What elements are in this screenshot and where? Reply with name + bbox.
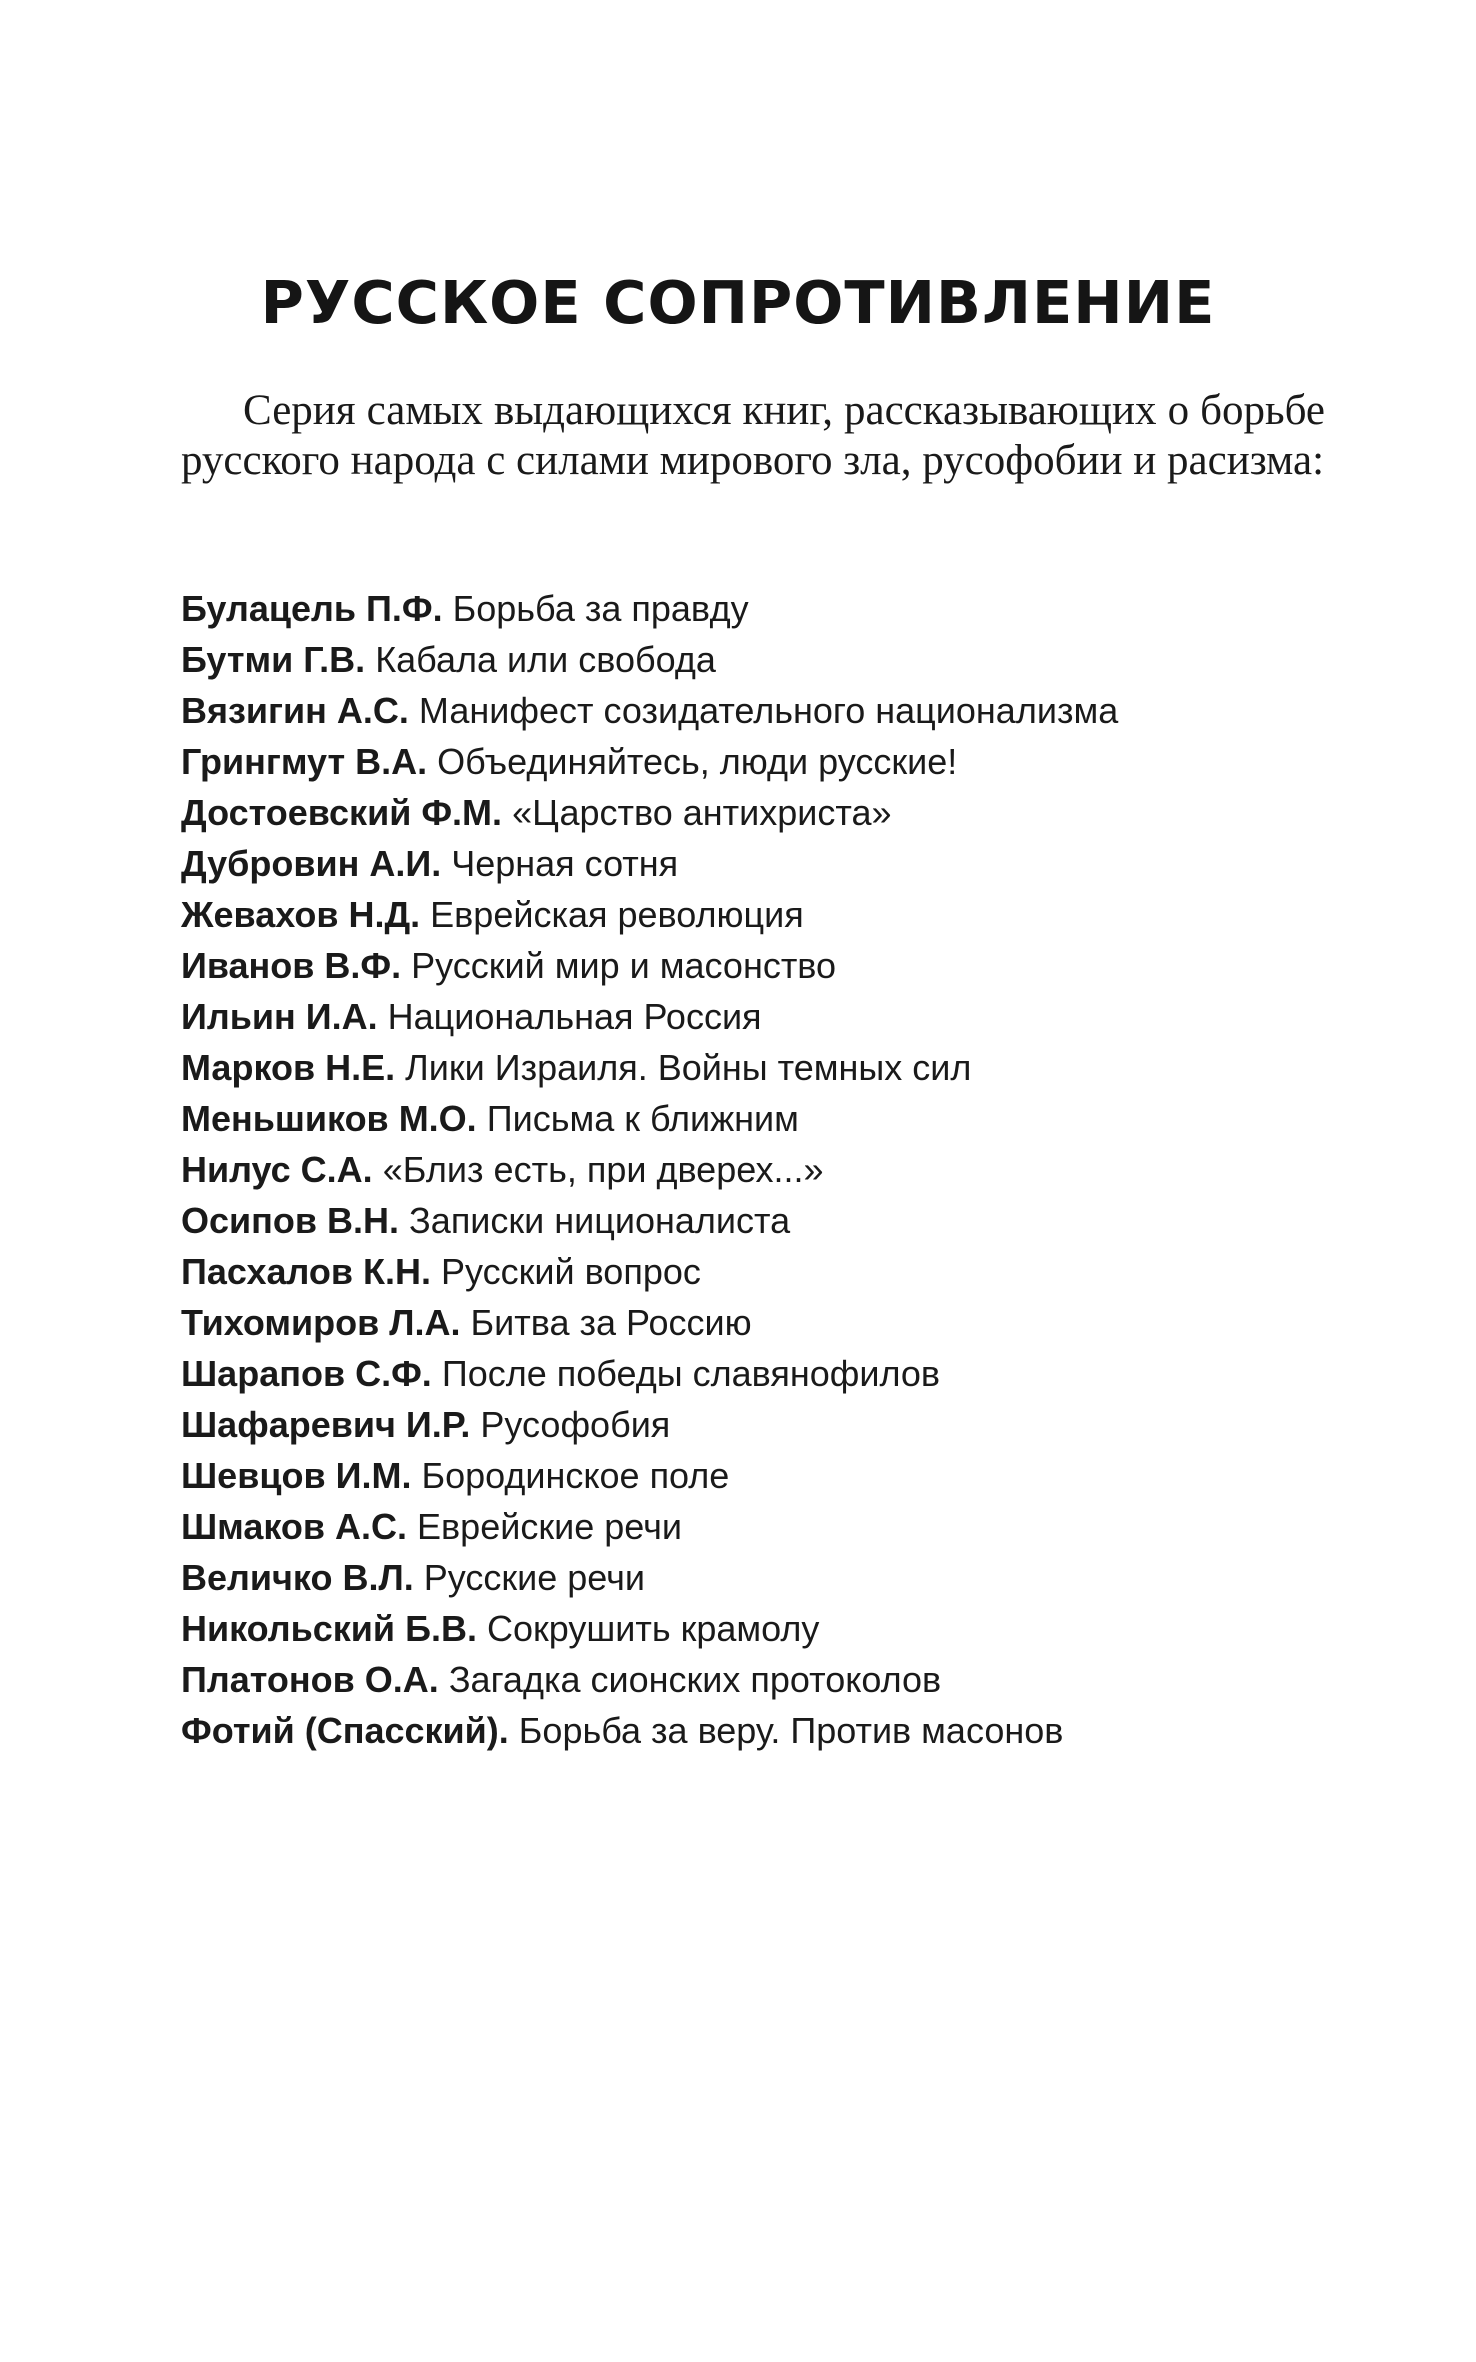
book-author: Грингмут В.А. bbox=[181, 741, 428, 782]
book-title: После победы славянофилов bbox=[441, 1353, 941, 1394]
book-title: Лики Израиля. Войны темных сил bbox=[405, 1047, 972, 1088]
list-item bbox=[181, 838, 1381, 889]
book-author: Шафаревич И.Р. bbox=[181, 1404, 471, 1445]
book-list bbox=[181, 583, 1381, 1756]
list-item bbox=[181, 1144, 1381, 1195]
book-author: Ильин И.А. bbox=[181, 996, 378, 1037]
book-author: Достоевский Ф.М. bbox=[181, 792, 503, 833]
book-title: Письма к ближним bbox=[486, 1098, 799, 1139]
list-item bbox=[181, 1348, 1381, 1399]
series-description: Серия самых выдающихся книг, рассказывающих о борьбе русского народа с силами мирового зла, русофобии и расизма: bbox=[181, 387, 1325, 484]
book-author: Бутми Г.В. bbox=[181, 639, 366, 680]
list-item bbox=[181, 1603, 1381, 1654]
list-item bbox=[181, 787, 1381, 838]
book-title: Записки ниционалиста bbox=[409, 1200, 791, 1241]
book-title: Национальная Россия bbox=[387, 996, 762, 1037]
book-author: Нилус С.А. bbox=[181, 1149, 373, 1190]
list-item bbox=[181, 583, 1381, 634]
book-author: Шевцов И.М. bbox=[181, 1455, 412, 1496]
list-item bbox=[181, 1297, 1381, 1348]
book-author: Шарапов С.Ф. bbox=[181, 1353, 432, 1394]
book-title: Еврейская революция bbox=[430, 894, 804, 935]
book-title: «Близ есть, при дверех...» bbox=[382, 1149, 824, 1190]
book-author: Пасхалов К.Н. bbox=[181, 1251, 431, 1292]
book-title: Загадка сионских протоколов bbox=[448, 1659, 942, 1700]
book-title: Русский мир и масонство bbox=[411, 945, 837, 986]
book-title: Борьба за правду bbox=[452, 588, 749, 629]
book-title: Кабала или свобода bbox=[375, 639, 716, 680]
book-author: Вязигин А.С. bbox=[181, 690, 409, 731]
list-item bbox=[181, 1093, 1381, 1144]
book-title: Манифест созидательного национализма bbox=[418, 690, 1119, 731]
book-title: Объединяйтесь, люди русские! bbox=[437, 741, 958, 782]
book-author: Шмаков А.С. bbox=[181, 1506, 408, 1547]
book-author: Иванов В.Ф. bbox=[181, 945, 402, 986]
book-title: Русский вопрос bbox=[441, 1251, 701, 1292]
list-item bbox=[181, 1042, 1381, 1093]
book-title: «Царство антихриста» bbox=[512, 792, 892, 833]
book-title: Черная сотня bbox=[451, 843, 679, 884]
list-item bbox=[181, 991, 1381, 1042]
page-title: РУССКОЕ СОПРОТИВЛЕНИЕ bbox=[260, 268, 1216, 337]
book-title: Русские речи bbox=[423, 1557, 645, 1598]
book-author: Никольский Б.В. bbox=[181, 1608, 477, 1649]
list-item bbox=[181, 1195, 1381, 1246]
book-title: Еврейские речи bbox=[417, 1506, 682, 1547]
list-item bbox=[181, 1501, 1381, 1552]
list-item bbox=[181, 1246, 1381, 1297]
list-item bbox=[181, 1654, 1381, 1705]
book-author: Меньшиков М.О. bbox=[181, 1098, 477, 1139]
book-author: Осипов В.Н. bbox=[181, 1200, 400, 1241]
book-title: Сокрушить крамолу bbox=[486, 1608, 820, 1649]
book-title: Борьба за веру. Против масонов bbox=[518, 1710, 1064, 1751]
book-author: Величко В.Л. bbox=[181, 1557, 414, 1598]
book-title: Русофобия bbox=[480, 1404, 671, 1445]
book-title: Битва за Россию bbox=[470, 1302, 752, 1343]
list-item bbox=[181, 940, 1381, 991]
list-item bbox=[181, 1450, 1381, 1501]
list-item bbox=[181, 1552, 1381, 1603]
book-author: Платонов О.А. bbox=[181, 1659, 439, 1700]
book-author: Марков Н.Е. bbox=[181, 1047, 396, 1088]
list-item bbox=[181, 1705, 1381, 1756]
book-author: Жевахов Н.Д. bbox=[181, 894, 421, 935]
list-item bbox=[181, 736, 1381, 787]
list-item bbox=[181, 1399, 1381, 1450]
book-author: Булацель П.Ф. bbox=[181, 588, 443, 629]
list-item bbox=[181, 685, 1381, 736]
list-item bbox=[181, 889, 1381, 940]
book-title: Бородинское поле bbox=[421, 1455, 730, 1496]
book-author: Фотий (Спасский). bbox=[181, 1710, 509, 1751]
book-author: Тихомиров Л.А. bbox=[181, 1302, 461, 1343]
book-author: Дубровин А.И. bbox=[181, 843, 442, 884]
list-item bbox=[181, 634, 1381, 685]
